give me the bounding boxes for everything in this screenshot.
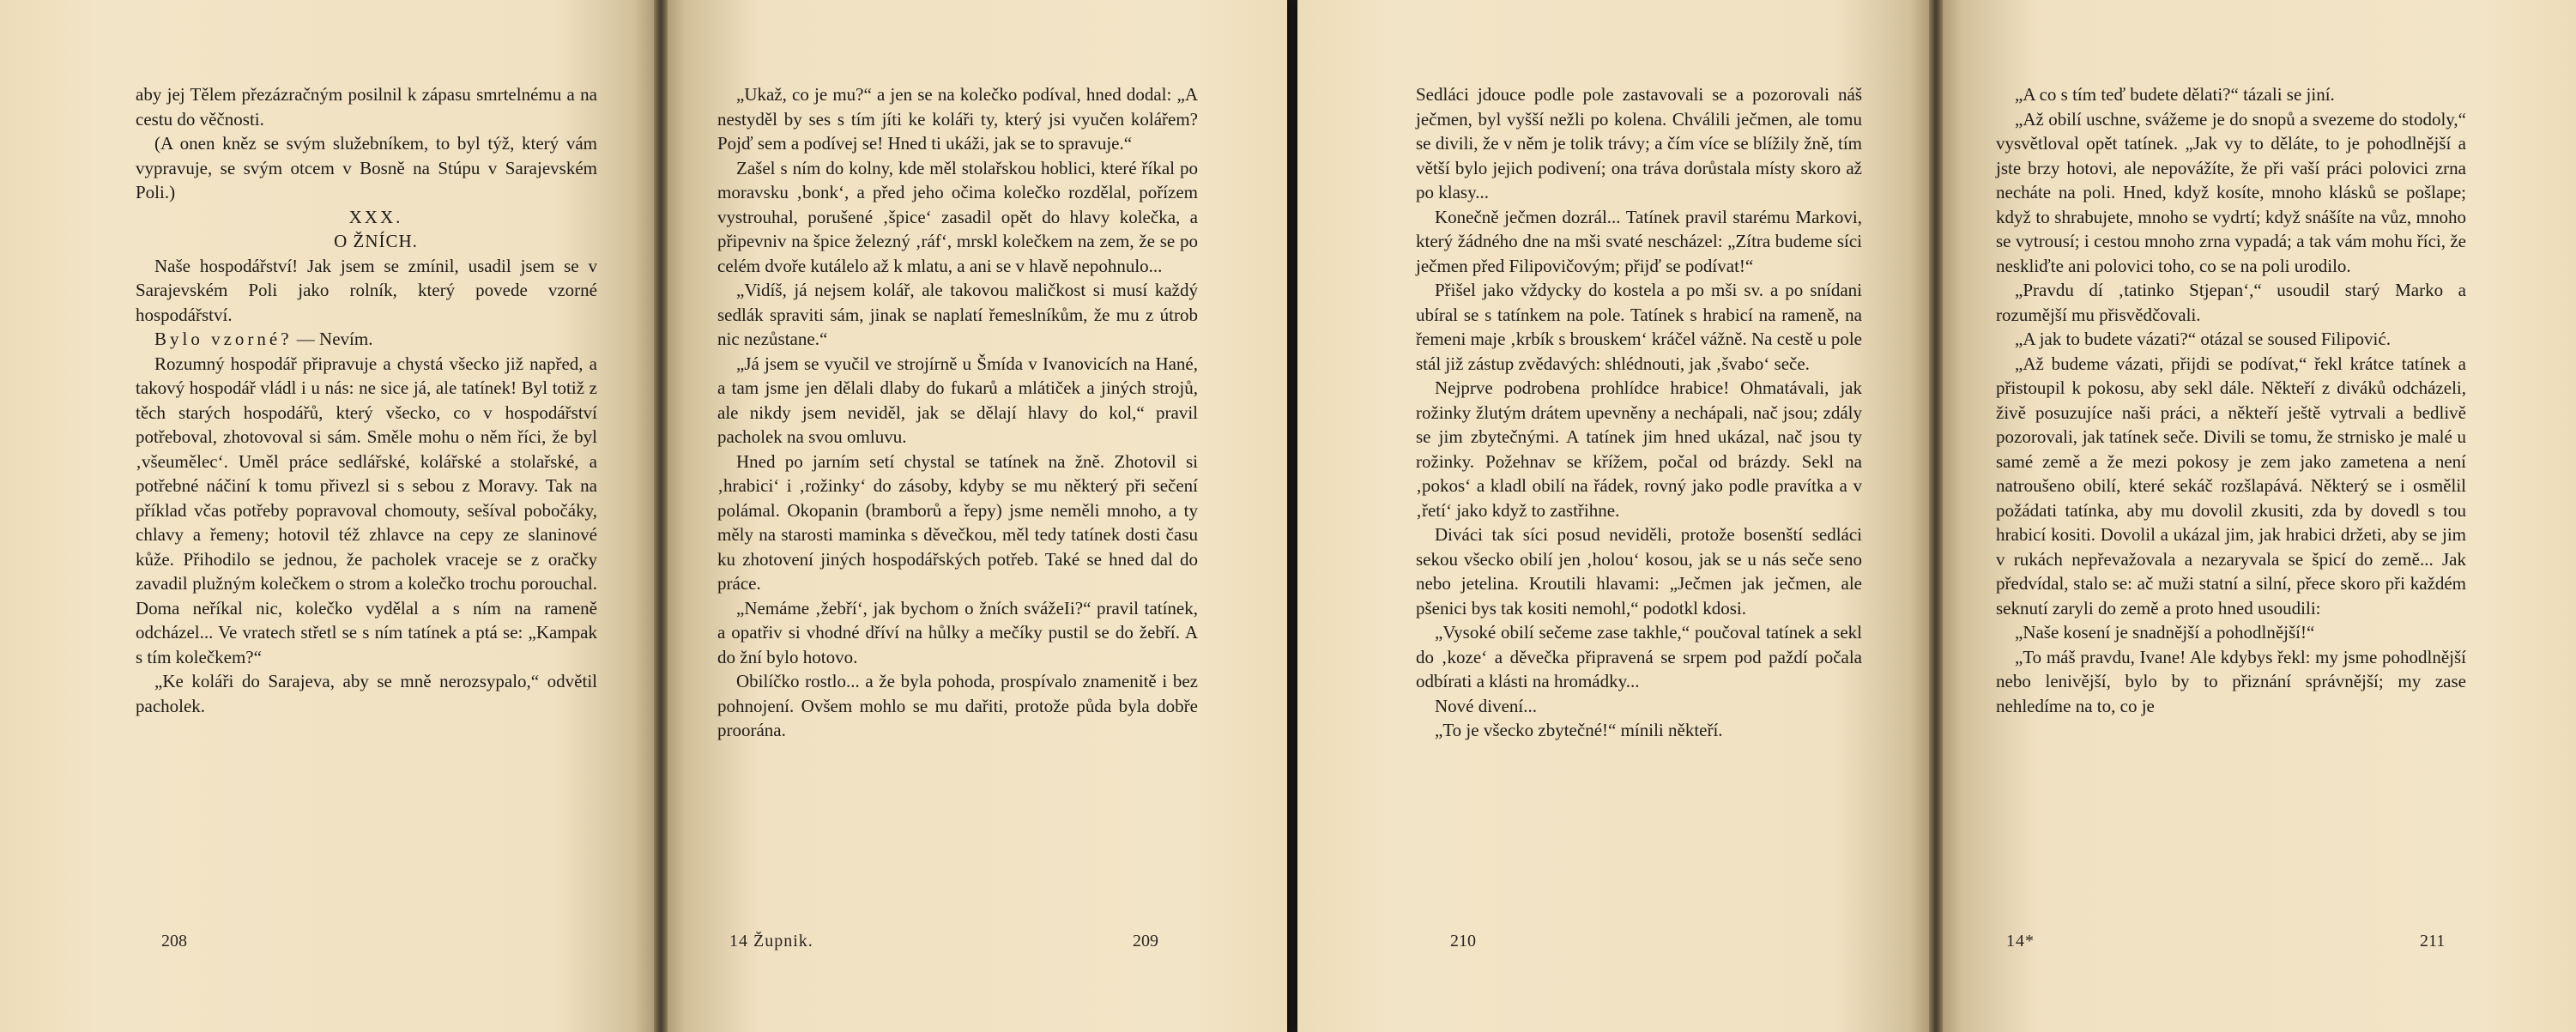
paragraph: „To je všecko zbytečné!“ mínili někteří. bbox=[1435, 720, 1723, 740]
page-211 bbox=[1943, 0, 2576, 1032]
paragraph: „To máš pravdu, Ivane! Ale kdybys řekl: my jsme pohodlnější nebo lenivější, bylo by to přiznání správnější; my zase nehledíme na to, co je bbox=[1996, 646, 2466, 716]
paragraph-rest: — Nevím. bbox=[292, 329, 373, 349]
paragraph: Nové divení... bbox=[1435, 695, 1537, 716]
paragraph: „Ukaž, co je mu?“ a jen se na kolečko podíval, hned dodal: „A nestyděl by ses s tím jíti ke koláři ty, který jsi vyučen kolářem? Pojď sem a podívej se! Hned ti ukáži, jak se to spravuje.“ bbox=[717, 84, 1198, 154]
page-209 bbox=[668, 0, 1287, 1032]
paragraph bbox=[136, 327, 597, 352]
paragraph: Sedláci jdouce podle pole zastavovali se a pozorovali náš ječmen, byl vyšší nežli po kolena. Chválili ječmen, ale tomu se divili, že v něm je tolik trávy; a čím více se blížily žně, tím větší bylo jejich podivení; ona tráva dorůstala místy skoro až po klasy... bbox=[1416, 84, 1862, 202]
paragraph: Rozumný hospodář připravuje a chystá všecko již napřed, a takový hospodář vládl i u nás: ne sice já, ale tatínek! Byl totiž z těch starých hospodářů, který všecko, co v hospodářství potřeboval, zhotovoval si sám. Směle mohu o něm říci, že byl ‚všeumělec‘. Uměl práce sedlářské, kolářské a stolařské, a potřebné náčiní k tomu přivezl si s sebou z Moravy. Tak na příklad včas potřeby popravoval chomouty, sešíval pobočáky, chlavy a řemeny; hotovil též zhlavce na cepy ze slaninové kůže. Přihodilo se jednou, že pacholek vraceje se z oračky zavadil plužným kolečkem o strom a kolečko trochu porouchal. Doma neříkal nic, kolečko vydělal a s ním na rameně odcházel... Ve vratech střetl se s ním tatínek a ptá se: „Kampak s tím kolečkem?“ bbox=[136, 353, 597, 667]
page-text bbox=[717, 82, 1198, 743]
chapter-number: XXX. bbox=[348, 206, 403, 227]
page-210 bbox=[1297, 0, 1929, 1032]
book-spread-2 bbox=[1297, 0, 2576, 1032]
paragraph: „Pravdu dí ‚tatinko Stjepan‘,“ usoudil starý Marko a rozumější mu přisvědčovali. bbox=[1996, 280, 2466, 325]
paragraph: Hned po jarním setí chystal se tatínek na žně. Zhotovil si ‚hrabici‘ i ‚rožinky‘ do zásoby, kdyby se mu některý při sečení polámal. Okopanin (bramborů a řepy) jsme neměli mnoho, a ty měly na starosti maminka s děvečkou, měl tedy tatínek dosti času ku zhotovení jiných hospodářských potřeb. Také se hned dal do práce. bbox=[717, 450, 1198, 594]
paragraph: „Ke koláři do Sarajeva, aby se mně nerozsypalo,“ odvětil pacholek. bbox=[136, 671, 597, 716]
page-number: 209 bbox=[1133, 932, 1158, 951]
paragraph: „Vysoké obilí sečeme zase takhle,“ poučoval tatínek a sekl do ‚koze‘ a děvečka připravená se srpem pod paždí počala odbírati a klásti na hromádky... bbox=[1416, 622, 1862, 691]
paragraph: Naše hospodářství! Jak jsem se zmínil, usadil jsem se v Sarajevském Poli jako rolník, který povede vzorné hospodářství. bbox=[136, 255, 597, 325]
paragraph: Diváci tak síci posud neviděli, protože bosenští sedláci sekou všecko obilí jen ‚holou‘ kosou, jak se u nás seče seno nebo jetelina. Kroutili hlavami: „Ječmen jak ječmen, ale pšenici bys tak kositi nemohl,“ podotkl kdosi. bbox=[1416, 524, 1862, 619]
paragraph: Konečně ječmen dozrál... Tatínek pravil starému Markovi, který žádného dne na mši svaté nescházel: „Zítra budeme síci ječmen před Filipovičovým; přijď se podívat!“ bbox=[1416, 206, 1862, 276]
paragraph: „A co s tím teď budete dělati?“ tázali se jiní. bbox=[2015, 84, 2335, 105]
page-number: 210 bbox=[1450, 932, 1476, 951]
page-text bbox=[136, 82, 597, 718]
paragraph: (A onen kněz se svým služebníkem, to byl týž, který vám vypravuje, se svým otcem v Bosně na Stúpu v Sarajevském Poli.) bbox=[136, 133, 597, 202]
paragraph: aby jej Tělem přezázračným posilnil k zápasu smrtelnému a na cestu do věčnosti. bbox=[136, 84, 597, 130]
paragraph: „Nemáme ‚žebří‘, jak bychom o žních svážeIi?“ pravil tatínek, a opatřiv si vhodné dříví na hůlky a mečíky pustil se do žebří. A do žní bylo hotovo. bbox=[717, 597, 1198, 667]
paragraph: „Vidíš, já nejsem kolář, ale takovou maličkost si musí každý sedlák spraviti sám, jinak se naplatí řemeslníkům, že mu z útrob nic nezůstane.“ bbox=[717, 280, 1198, 349]
paragraph: Zašel s ním do kolny, kde měl stolařskou hoblici, které říkal po moravsku ‚bonk‘, a před jeho očima kolečko rozdělal, pořízem vystrouhal, porušené ‚špice‘ zasadil opět do hlavy kolečka, a připevniv na špice železný ‚ráf‘, mrskl kolečkem na zem, že se po celém dvoře kutálelo až k mlatu, a ani se v hlavě nepohnulo... bbox=[717, 157, 1198, 276]
paragraph: „Až obilí uschne, svážeme je do snopů a svezeme do stodoly,“ vysvětloval opět tatínek. „Jak vy to děláte, to je pohodlnější a jste brzy hotovi, ale nepovážíte, že při vaší práci polovici zrna necháte na poli. Hned, když kosíte, mnoho klásků se pošlape; když to shrabujete, mnoho se vydrtí; když snášíte na vůz, mnoho se vytrousí; i cestou mnoho zrna vypadá; a tak vám mohu říci, že neskliďte ani polovici toho, co se na poli urodilo. bbox=[1996, 108, 2466, 276]
paragraph: Obilíčko rostlo... a že byla pohoda, prospívalo znamenitě i bez pohnojení. Ovšem mohlo se mu dařiti, protože půda byla dobře proorána. bbox=[717, 671, 1198, 740]
chapter-title: O ŽNÍCH. bbox=[334, 231, 418, 251]
page-number: 208 bbox=[161, 932, 187, 951]
page-text bbox=[1416, 82, 1862, 743]
paragraph: „A jak to budete vázati?“ otázal se soused Filipović. bbox=[2015, 329, 2391, 349]
book-gutter bbox=[654, 0, 668, 1032]
signature-mark: 14* bbox=[2006, 932, 2035, 951]
book-gutter bbox=[1929, 0, 1943, 1032]
paragraph: „Já jsem se vyučil ve strojírně u Šmída v Ivanovicích na Hané, a tam jsme jen dělali dlaby do fukarů a mlátiček a jiných strojů, ale nikdy jsem neviděl, jak se dělají hlavy do kol,“ pravil pacholek na svou omluvu. bbox=[717, 353, 1198, 447]
page-text bbox=[1996, 82, 2466, 718]
paragraph: Nejprve podrobena prohlídce hrabice! Ohmatávali, jak rožinky žlutým drátem upevněny a nechápali, nač jsou; zdály se jim zbytečnými. A tatínek jim hned ukázal, nač jsou ty rožinky. Požehnav se křížem, počal od brázdy. Sekl na ‚pokos‘ a kladl obilí na řádek, rovný jako podle pravítka a v ‚řetí‘ jako když to zastřihne. bbox=[1416, 377, 1862, 521]
signature-mark: 14 Župnik. bbox=[729, 932, 813, 951]
page-number: 211 bbox=[2420, 932, 2446, 951]
book-spread-1 bbox=[0, 0, 1287, 1032]
paragraph: Přišel jako vždycky do kostela a po mši sv. a po snídani ubíral se s tatínkem na pole. Tatínek s hrabicí na rameně, na řemeni maje ‚krbík s brouskem‘ kráčel vážně. Na cestě u pole stál již zástup zvědavých: shlédnouti, jak ‚švabo‘ seče. bbox=[1416, 280, 1862, 374]
page-208 bbox=[0, 0, 654, 1032]
paragraph: „Až budeme vázati, přijdi se podívat,“ řekl krátce tatínek a přistoupil k pokosu, aby sekl dále. Někteří z diváků odcházeli, živě posuzujíce naši práci, a někteří ještě vytrvali a bedlivě pozorovali, jak tatínek seče. Divili se tomu, že strnisko je malé u samé země a že mezi pokosy je zem jako zametena a není natroušeno obilí, které sekáč rozšlapává. Některý se i osmělil požádati tatínka, aby mu dovolil zkusiti, zda by dovedl s tou hrabicí kositi. Dovolil a ukázal jim, jak hrabici držeti, aby se jim v rukách nepřevažovala a nezaryvala se špicí do země... Jak předvídal, stalo se: ač muži statní a silní, přece skoro při každém seknutí zaryli do země a proto hned usoudili: bbox=[1996, 353, 2466, 619]
paragraph: „Naše kosení je snadnější a pohodlnější!“ bbox=[2015, 622, 2315, 643]
spaced-emphasis: Bylo vzorné? bbox=[154, 329, 293, 349]
